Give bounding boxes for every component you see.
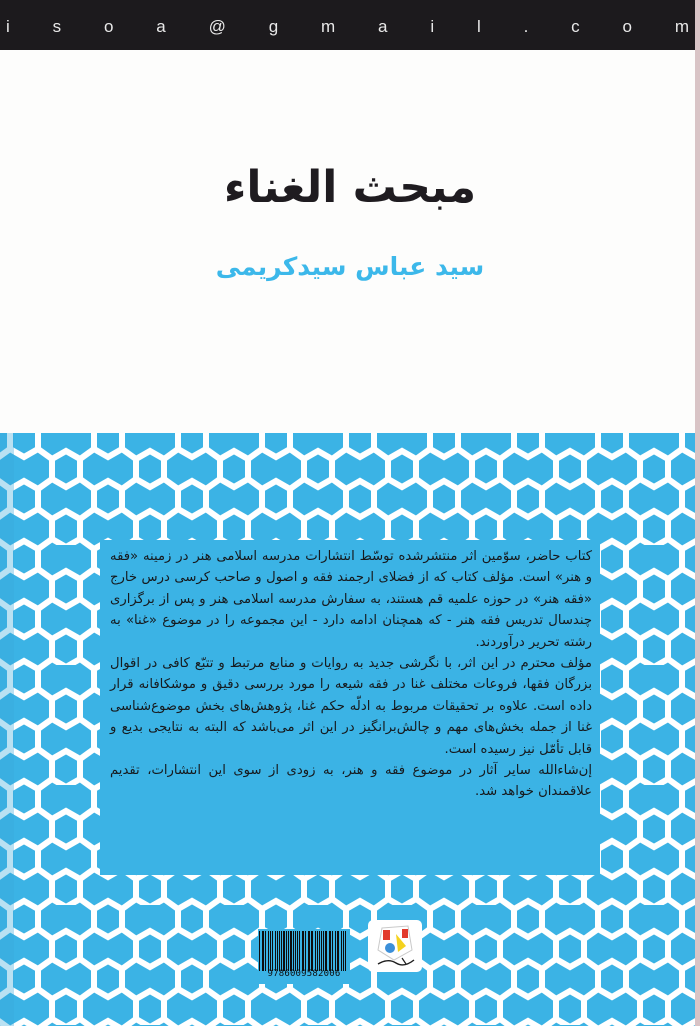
blurb-paragraph: إن‌شاءالله سایر آثار در موضوع فقه و هنر، به زودی از سوی این انتشارات، تقدیم علاقمندان خواهد شد. (110, 763, 592, 800)
barcode-bar (290, 931, 292, 971)
publisher-logo (368, 920, 422, 972)
barcode-bar (286, 931, 287, 971)
barcode-bar (317, 931, 318, 971)
barcode-bar (332, 931, 333, 971)
barcode-bar (308, 931, 310, 971)
barcode-bar (330, 931, 331, 971)
barcode-bar (341, 931, 342, 971)
barcode-bar (315, 931, 316, 971)
barcode-bar (295, 931, 296, 971)
barcode-bar (279, 931, 280, 971)
barcode-bar (329, 931, 330, 971)
email-char: a (378, 17, 388, 36)
barcode-bar (323, 931, 324, 971)
barcode-bar (297, 931, 298, 971)
email-char: m (321, 17, 336, 36)
blurb-paragraph: کتاب حاضر، سوّمین اثر منتشرشده توسّط انتشارات مدرسه اسلامی هنر در زمینه «فقه و هنر» است. مؤلف کتاب که از فضلای ارجمند فقه و اصول و صاحب کرسی درس خارج «فقه هنر» در حوزه علمیه قم هستند، به سفارش مدرسه اسلامی هنر و پس از برگزاری چندسال تدریس فقه هنر - که همچنان ادامه دارد - این مجموعه را در موضوع «غنا» به رشته تحریر درآوردند. (110, 549, 592, 650)
email-char: o (622, 17, 632, 36)
blurb-paragraph: مؤلف محترم در این اثر، با نگرشی جدید به روایات و منابع مرتبط و تتبّع کافی در اقوال بزرگان فقها، فروعات مختلف غنا در فقه شیعه را مورد بررسی دقیق و موشکافانه قرار داده است. علاوه بر تحقیقات مربوط به ادلّه حکم غنا، پژوهش‌های بخش موضوع‌شناسی غنا از جمله بخش‌های مهم و چالش‌برانگیز در این اثر می‌باشد که البته به نتایجی بدیع و قابل تأمّل نیز رسیده است. (110, 656, 592, 757)
back-cover-blurb (110, 546, 592, 803)
email-char: c (571, 17, 580, 36)
barcode-bar (272, 931, 273, 971)
barcode-bar (321, 931, 322, 971)
email-char: . (523, 17, 529, 36)
email-char: l (476, 17, 481, 36)
cover-white-area (0, 50, 695, 433)
barcode-bar (277, 931, 278, 971)
isbn-number: 9786009582006 (267, 969, 341, 979)
barcode-bar (311, 931, 312, 971)
email-char: i (430, 17, 435, 36)
barcode-bar (305, 931, 306, 971)
barcode-bar (302, 931, 303, 971)
email-char: @ (208, 17, 226, 36)
isbn-barcode-icon (259, 931, 347, 971)
barcode-bar (312, 931, 313, 971)
barcode-bar (288, 931, 289, 971)
barcode-bar (281, 931, 282, 971)
email-char: a (156, 17, 166, 36)
barcode-bar (265, 931, 266, 971)
barcode-bar (345, 931, 346, 971)
barcode-bar (283, 931, 284, 971)
email-char: m (674, 17, 689, 36)
book-author: سید عباس سیدکریمی (215, 252, 485, 281)
barcode-bar (303, 931, 304, 971)
barcode-bar (262, 931, 263, 971)
barcode-bar (263, 931, 264, 971)
barcode-bar (259, 931, 260, 971)
email-char: i (6, 17, 10, 36)
top-band (0, 0, 695, 50)
barcode-bar (275, 931, 276, 971)
email-address (0, 17, 695, 37)
email-char: s (52, 17, 62, 36)
page-edge (695, 0, 700, 1026)
barcode-bar (299, 931, 300, 971)
barcode-bar (325, 931, 327, 971)
book-title: مبحث الغناء (223, 162, 477, 213)
barcode-bar (335, 931, 336, 971)
barcode-bar (337, 931, 338, 971)
barcode-bar (343, 931, 344, 971)
barcode-bar (268, 931, 269, 971)
barcode-bar (338, 931, 339, 971)
barcode-bar (319, 931, 320, 971)
barcode-bar (293, 931, 294, 971)
email-char: o (103, 17, 114, 36)
publisher-logo-icon (368, 920, 422, 972)
barcode-bar (270, 931, 272, 971)
email-char: g (268, 17, 279, 36)
